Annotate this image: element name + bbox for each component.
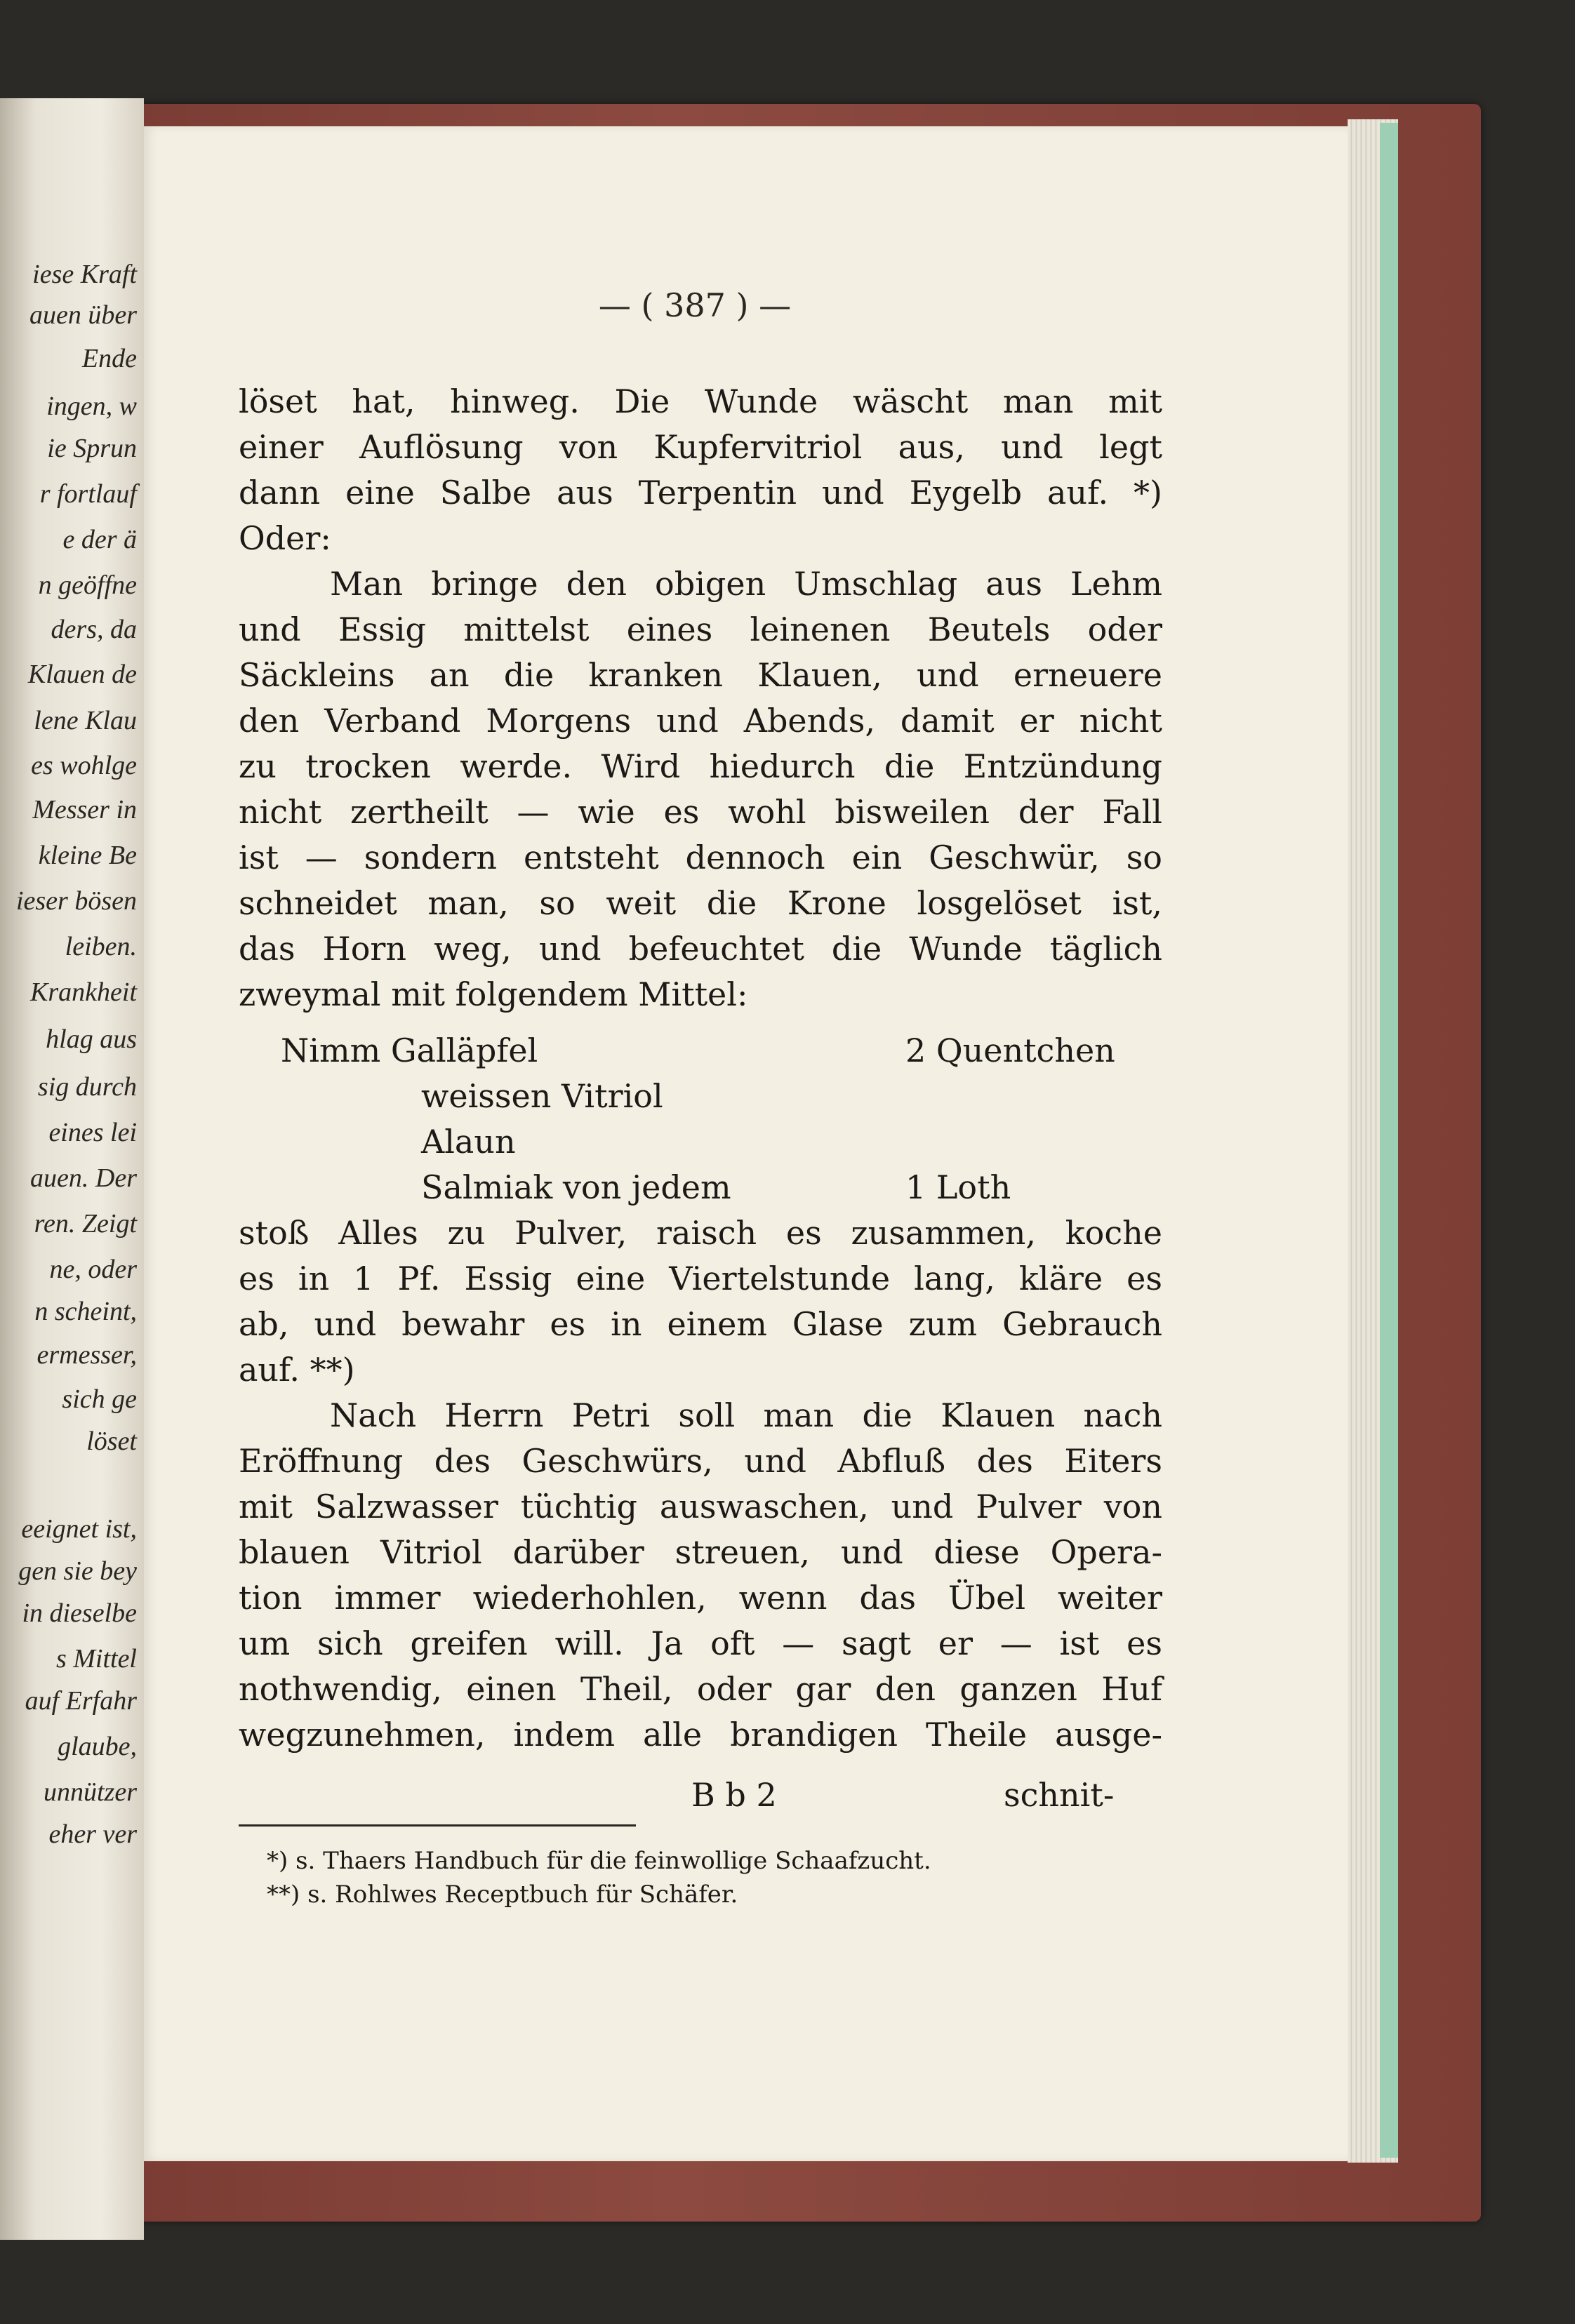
left-page-text-fragment: ermesser, (36, 1340, 137, 1370)
left-page-text-fragment: eher ver (48, 1819, 137, 1849)
recipe-quantity-1: 2 Quentchen (905, 1031, 1115, 1069)
text-line: auf. **) (239, 1351, 355, 1389)
left-page-text-fragment: leiben. (65, 932, 137, 961)
left-page-text-fragment: unnützer (44, 1777, 137, 1807)
text-line: ab, und bewahr es in einem Glase zum Gebrauch (239, 1305, 1162, 1343)
left-page-text-fragment: ne, oder (49, 1255, 137, 1284)
left-page-text-fragment: lene Klau (34, 706, 137, 735)
page-header: — ( 387 ) — (598, 286, 792, 324)
text-line: stoß Alles zu Pulver, raisch es zusammen, koche (239, 1214, 1162, 1252)
text-line: blauen Vitriol darüber streuen, und diese Opera- (239, 1533, 1162, 1571)
left-page-text-fragment: hlag aus (46, 1024, 137, 1054)
left-page-text-fragment: iese Kraft (32, 260, 137, 289)
left-page-text-fragment: auen. Der (30, 1163, 137, 1193)
text-line: den Verband Morgens und Abends, damit er nicht (239, 702, 1162, 740)
text-line: Nach Herrn Petri soll man die Klauen nach (330, 1396, 1162, 1434)
left-page-text-fragment: n geöffne (38, 570, 137, 600)
text-line: um sich greifen will. Ja oft — sagt er — ist es (239, 1624, 1162, 1662)
left-page-text-fragment: ingen, w (46, 392, 137, 421)
text-line: wegzunehmen, indem alle brandigen Theile ausge- (239, 1716, 1162, 1754)
text-line: zu trocken werde. Wird hiedurch die Entzündung (239, 747, 1162, 785)
text-line: Säckleins an die kranken Klauen, und erneuere (239, 656, 1162, 694)
left-page-text-fragment: Krankheit (30, 977, 137, 1007)
left-page-text-fragment: auf Erfahr (25, 1686, 137, 1716)
text-line: ist — sondern entsteht dennoch ein Geschwür, so (239, 839, 1162, 876)
recipe-ingredient-1: Nimm Galläpfel (281, 1031, 538, 1069)
left-page-text-fragment: n scheint, (34, 1297, 137, 1326)
text-line: dann eine Salbe aus Terpentin und Eygelb auf. *) (239, 474, 1162, 512)
left-page-text-fragment: sich ge (62, 1384, 137, 1414)
left-page-text-fragment: auen über (29, 300, 137, 330)
footnote-rule (239, 1824, 636, 1827)
recipe-ingredient-3: Alaun (421, 1123, 516, 1161)
left-page-text-fragment: glaube, (58, 1732, 137, 1761)
recipe-ingredient-4: Salmiak von jedem (421, 1168, 731, 1206)
text-line: schneidet man, so weit die Krone losgelöset ist, (239, 884, 1162, 922)
text-line: nicht zertheilt — wie es wohl bisweilen der Fall (239, 793, 1162, 831)
left-page-text-fragment: Messer in (32, 795, 137, 824)
left-page-edge (0, 98, 144, 2240)
left-page-text-fragment: e der ä (62, 525, 137, 554)
signature-mark: B b 2 (691, 1776, 777, 1814)
text-line: das Horn weg, und befeuchtet die Wunde täglich (239, 930, 1162, 968)
green-endpaper-edge (1380, 123, 1398, 2158)
footnote-1: *) s. Thaers Handbuch für die feinwollige Schaafzucht. (267, 1847, 931, 1875)
text-line: Man bringe den obigen Umschlag aus Lehm (330, 565, 1162, 603)
left-page-text-fragment: ren. Zeigt (34, 1209, 137, 1238)
text-line: Eröffnung des Geschwürs, und Abfluß des Eiters (239, 1442, 1162, 1480)
left-page-text-fragment: r fortlauf (39, 479, 137, 509)
text-line: löset hat, hinweg. Die Wunde wäscht man mit (239, 382, 1162, 420)
recipe-quantity-4: 1 Loth (905, 1168, 1011, 1206)
text-line: einer Auflösung von Kupfervitriol aus, und legt (239, 428, 1162, 466)
text-line: es in 1 Pf. Essig eine Viertelstunde lang, kläre es (239, 1260, 1162, 1297)
left-page-text-fragment: eeignet ist, (21, 1514, 137, 1544)
catchword: schnit- (1004, 1776, 1115, 1814)
left-page-text-fragment: ders, da (51, 615, 137, 644)
text-line: tion immer wiederhohlen, wenn das Übel weiter (239, 1579, 1162, 1617)
left-page-text-fragment: eines lei (48, 1118, 137, 1147)
text-line: Oder: (239, 519, 331, 557)
text-line: und Essig mittelst eines leinenen Beutels oder (239, 610, 1162, 648)
left-page-text-fragment: kleine Be (38, 841, 137, 870)
text-line: mit Salzwasser tüchtig auswaschen, und Pulver von (239, 1488, 1162, 1525)
left-page-text-fragment: Ende (81, 344, 137, 373)
left-page-text-fragment: ie Sprun (47, 434, 137, 463)
left-page-text-fragment: sig durch (37, 1072, 137, 1102)
left-page-text-fragment: in dieselbe (22, 1598, 137, 1628)
left-page-text-fragment: gen sie bey (18, 1556, 137, 1586)
left-page-text-fragment: Klauen de (27, 660, 137, 689)
text-line: nothwendig, einen Theil, oder gar den ganzen Huf (239, 1670, 1162, 1708)
recipe-ingredient-2: weissen Vitriol (421, 1077, 663, 1115)
left-page-text-fragment: s Mittel (55, 1644, 137, 1674)
left-page-text-fragment: ieser bösen (15, 886, 137, 916)
left-page-text-fragment: es wohlge (31, 751, 137, 780)
left-page-text-fragment: löset (86, 1427, 137, 1456)
text-line: zweymal mit folgendem Mittel: (239, 975, 748, 1013)
footnote-2: **) s. Rohlwes Receptbuch für Schäfer. (267, 1881, 738, 1909)
